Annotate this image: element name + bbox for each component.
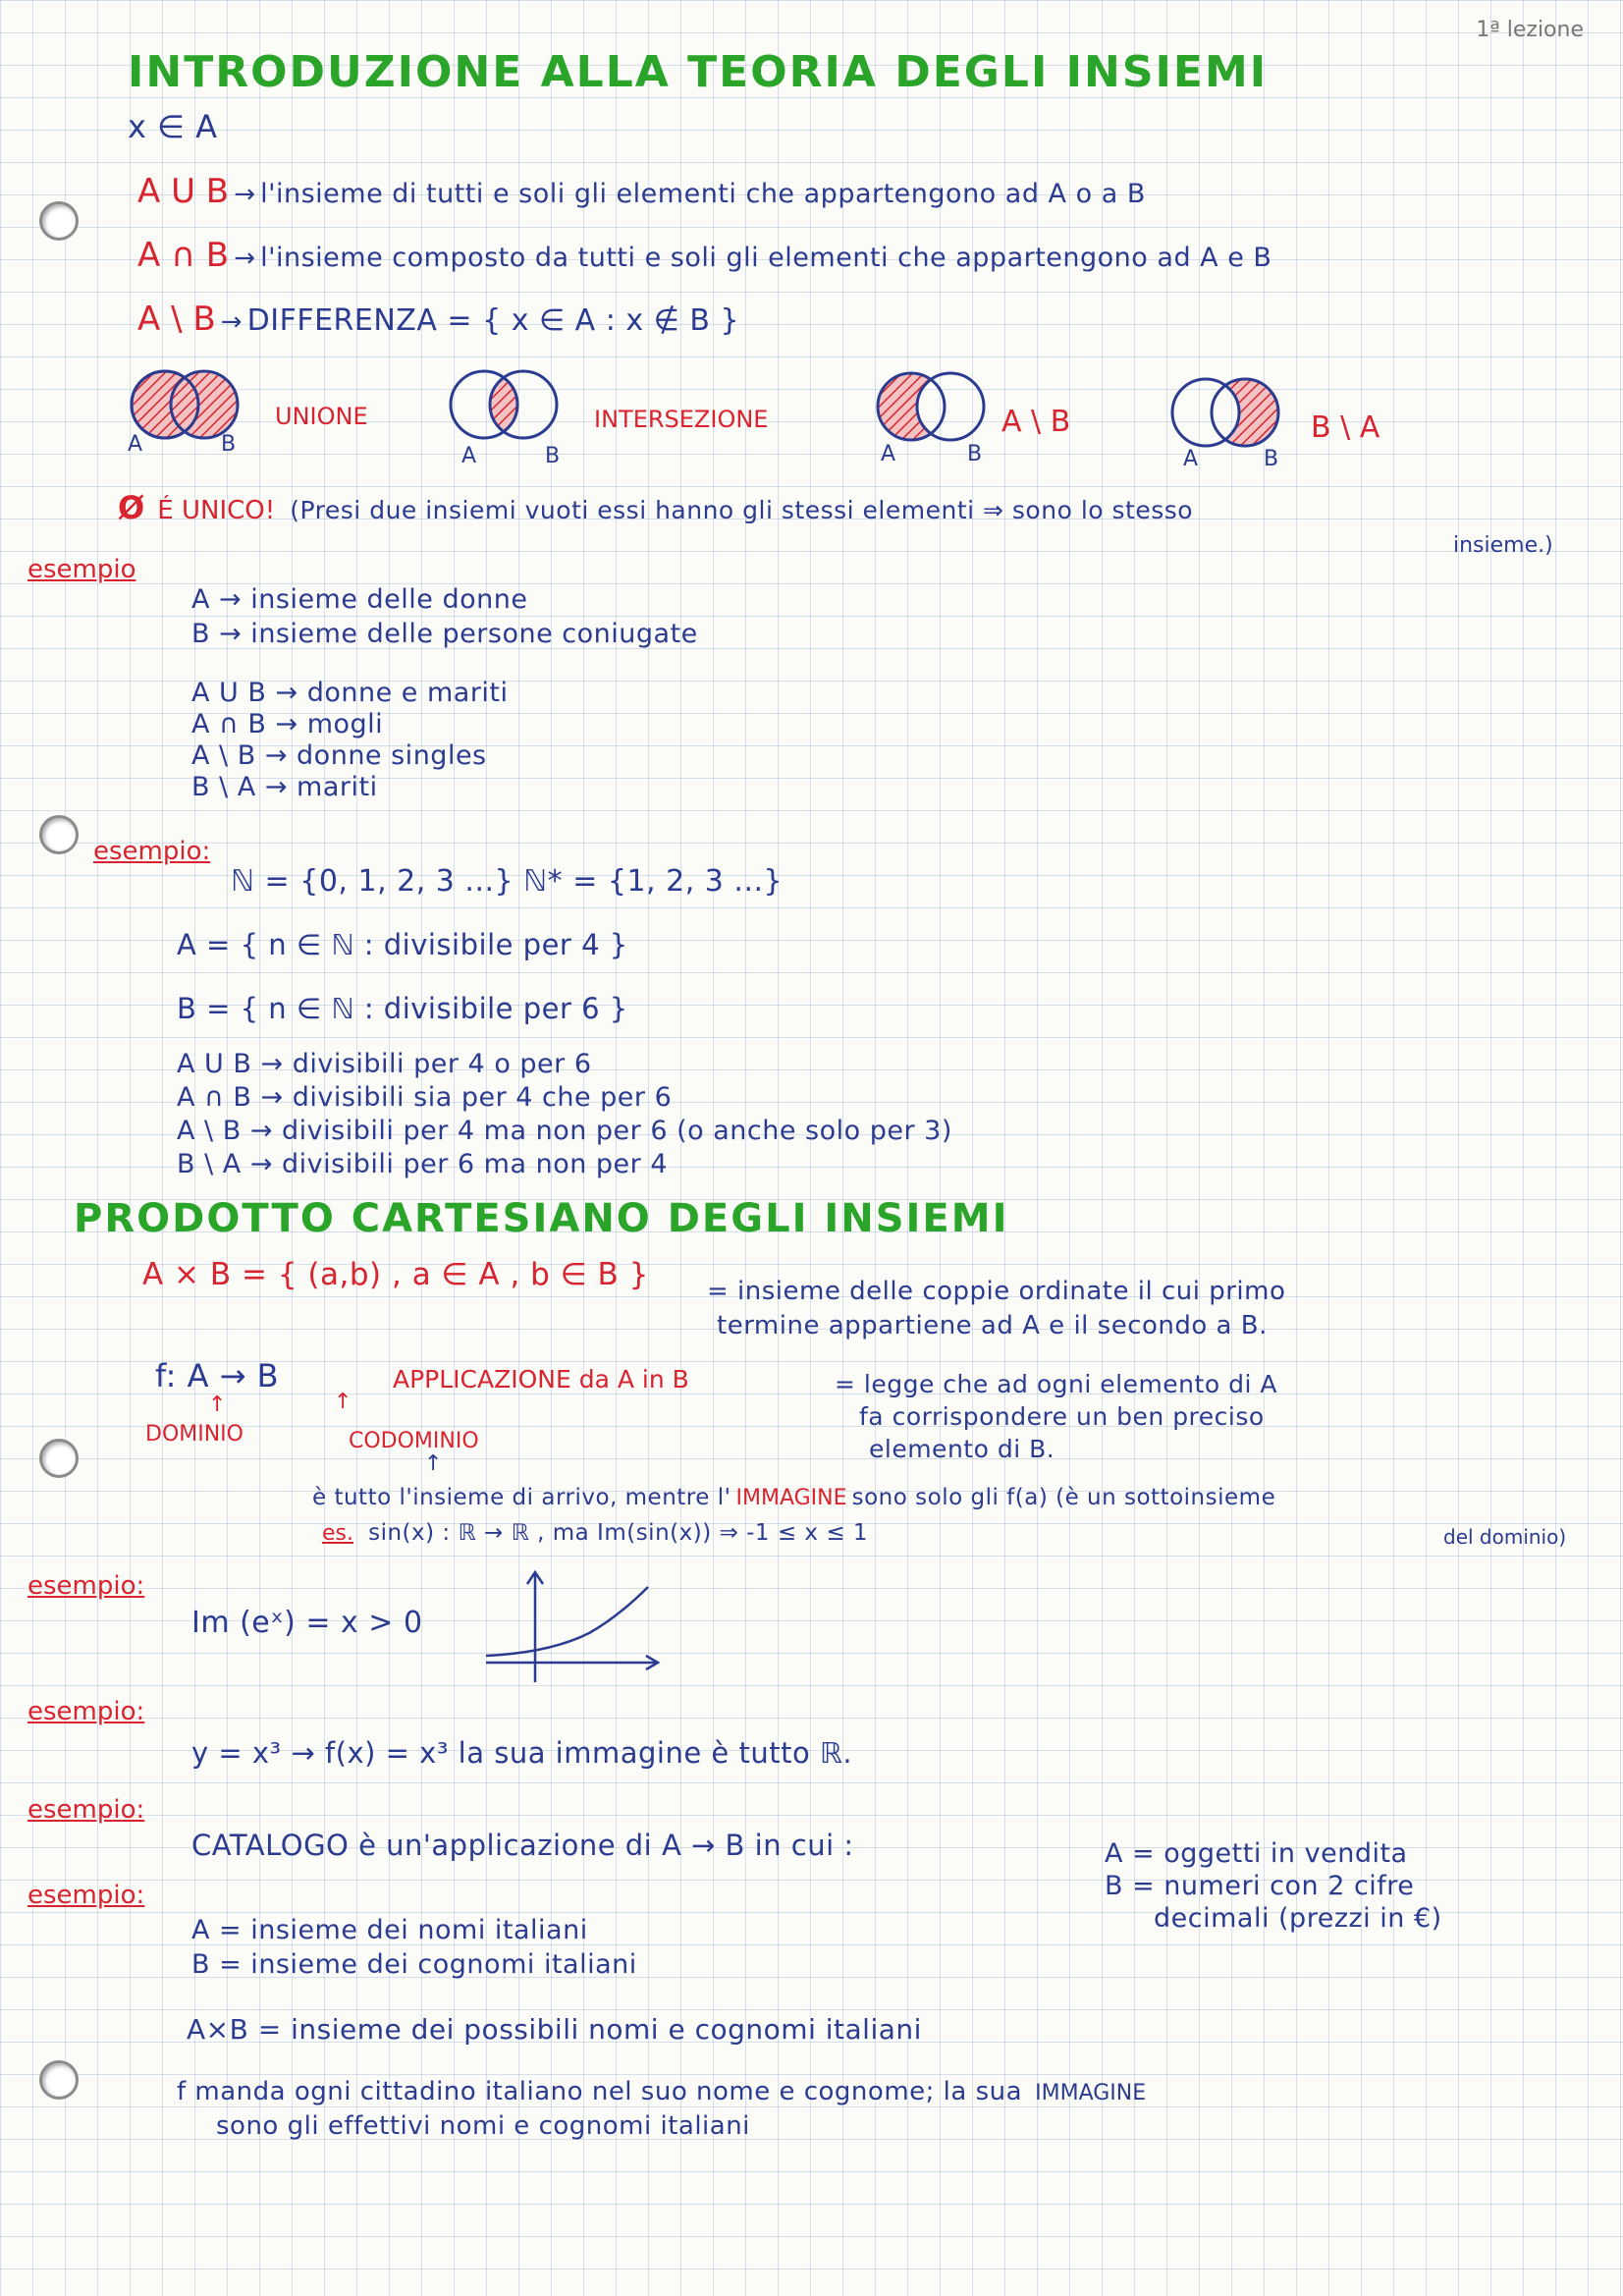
- application-desc: elemento di B.: [869, 1435, 1055, 1463]
- example-line: A \ B → divisibili per 4 ma non per 6 (o anche solo per 3): [177, 1116, 952, 1146]
- application-desc: fa corrispondere un ben preciso: [859, 1402, 1265, 1431]
- sin-example: [322, 1520, 868, 1546]
- venn-caption: UNIONE: [275, 403, 368, 430]
- arrow-up-note: ↑: [424, 1451, 443, 1476]
- venn-label-a: A: [881, 442, 896, 466]
- cartesian-desc: = insieme delle coppie ordinate il cui primo: [707, 1277, 1286, 1306]
- example-line: B \ A → mariti: [191, 772, 378, 802]
- example-line: A ∩ B → divisibili sia per 4 che per 6: [177, 1082, 673, 1113]
- def-arrow: →: [234, 180, 255, 209]
- venn-label-a: A: [461, 444, 477, 468]
- def-symbol: A \ B: [137, 300, 216, 339]
- def-intersection: [137, 236, 1271, 275]
- punch-hole: [39, 2060, 79, 2100]
- image-note-text: è tutto l'insieme di arrivo, mentre l': [312, 1485, 731, 1510]
- punch-hole: [39, 815, 79, 854]
- def-text: DIFFERENZA = { x ∈ A : x ∉ B }: [246, 303, 740, 338]
- function-signature: f: A → B: [155, 1357, 280, 1394]
- def-arrow: →: [220, 307, 243, 337]
- exp-image: Im (eˣ) = x > 0: [191, 1606, 423, 1640]
- venn-label-b: B: [1264, 447, 1279, 471]
- empty-set-text-cont: insieme.): [1453, 533, 1553, 558]
- example-label: esempio:: [27, 1795, 145, 1825]
- example-line: A \ B → donne singles: [191, 740, 487, 771]
- venn-caption: A \ B: [1001, 405, 1071, 439]
- set-a-def: A = { n ∈ ℕ : divisibile per 4 }: [177, 928, 628, 961]
- cartesian-desc: termine appartiene ad A e il secondo a B.: [717, 1311, 1268, 1340]
- image-note: [312, 1485, 1275, 1510]
- application-label: APPLICAZIONE da A in B: [393, 1365, 689, 1394]
- catalogo-a: A = oggetti in vendita: [1105, 1838, 1408, 1869]
- catalogo-text: CATALOGO è un'applicazione di A → B in cui :: [191, 1829, 854, 1862]
- example-line: A ∩ B → mogli: [191, 709, 384, 739]
- venn-label-a: A: [1183, 447, 1199, 471]
- empty-set-unique: É UNICO!: [157, 496, 276, 525]
- example-line: A = insieme dei nomi italiani: [191, 1915, 588, 1945]
- section-title: PRODOTTO CARTESIANO DEGLI INSIEMI: [74, 1196, 1009, 1241]
- example-line: A → insieme delle donne: [191, 584, 528, 615]
- punch-hole: [39, 201, 79, 241]
- set-b-def: B = { n ∈ ℕ : divisibile per 6 }: [177, 992, 628, 1025]
- image-note-text: sono solo gli f(a) (è un sottoinsieme: [851, 1485, 1276, 1510]
- cartesian-formula-text: A × B = { (a,b) , a ∈ A , b ∈ B }: [142, 1257, 649, 1292]
- venn-label-a: A: [128, 432, 143, 457]
- example-line: A×B = insieme dei possibili nomi e cognomi italiani: [187, 2013, 922, 2046]
- venn-label-b: B: [967, 442, 983, 466]
- punch-hole: [39, 1439, 79, 1478]
- exp-curve: [486, 1587, 648, 1656]
- example-label: esempio: [27, 555, 136, 584]
- exp-graph: [481, 1569, 668, 1687]
- example-line: B → insieme delle persone coniugate: [191, 619, 698, 649]
- example-f-text: f manda ogni cittadino italiano nel suo nome e cognome; la sua: [177, 2077, 1023, 2106]
- cube-example: y = x³ → f(x) = x³ la sua immagine è tutto ℝ.: [191, 1736, 853, 1770]
- def-text: l'insieme di tutti e soli gli elementi che appartengono ad A o a B: [260, 179, 1146, 209]
- def-symbol: A U B: [137, 172, 230, 211]
- def-symbol: A ∩ B: [137, 236, 230, 275]
- naturals-def: ℕ = {0, 1, 2, 3 ...} ℕ* = {1, 2, 3 ...}: [231, 864, 784, 899]
- page-title: INTRODUZIONE ALLA TEORIA DEGLI INSIEMI: [128, 47, 1269, 97]
- example-f-text: sono gli effettivi nomi e cognomi italiani: [216, 2111, 750, 2141]
- venn-caption: INTERSEZIONE: [594, 406, 769, 433]
- def-difference: [137, 300, 739, 339]
- image-note-text: del dominio): [1443, 1525, 1567, 1549]
- venn-label-b: B: [221, 432, 237, 457]
- corner-note: 1ª lezione: [1476, 18, 1584, 42]
- def-text: l'insieme composto da tutti e soli gli elementi che appartengono ad A e B: [260, 243, 1272, 273]
- codominio-label: CODOMINIO: [349, 1429, 479, 1453]
- example-label: esempio:: [27, 1697, 145, 1726]
- arrow-up-codominio: ↑: [334, 1390, 352, 1414]
- empty-set-note: [118, 489, 1193, 526]
- cartesian-formula: [142, 1257, 649, 1292]
- example-line: A U B → donne e mariti: [191, 678, 509, 708]
- empty-set-text: (Presi due insiemi vuoti essi hanno gli stessi elementi ⇒ sono lo stesso: [290, 496, 1194, 524]
- empty-set-symbol: Ø: [118, 489, 145, 526]
- example-line: B = insieme dei cognomi italiani: [191, 1949, 637, 1980]
- venn-set-b: [171, 371, 238, 438]
- es-label: es.: [322, 1521, 353, 1546]
- dominio-label: DOMINIO: [145, 1422, 243, 1447]
- arrow-up-dominio: ↑: [208, 1393, 227, 1417]
- def-arrow: →: [234, 244, 255, 273]
- def-union: [137, 172, 1146, 211]
- example-f-line: [177, 2077, 1146, 2106]
- catalogo-b: decimali (prezzi in €): [1154, 1903, 1442, 1934]
- venn-label-b: B: [545, 444, 561, 468]
- example-line: B \ A → divisibili per 6 ma non per 4: [177, 1149, 669, 1179]
- example-line: A U B → divisibili per 4 o per 6: [177, 1049, 592, 1079]
- image-word: IMMAGINE: [1035, 2081, 1147, 2105]
- image-word: IMMAGINE: [735, 1486, 847, 1510]
- example-label: esempio:: [93, 837, 211, 866]
- example-label: esempio:: [27, 1571, 145, 1601]
- application-desc: = legge che ad ogni elemento di A: [835, 1370, 1277, 1398]
- sin-example-text: sin(x) : ℝ → ℝ , ma Im(sin(x)) ⇒ -1 ≤ x ≤ 1: [368, 1520, 869, 1546]
- venn-caption: B \ A: [1311, 410, 1380, 445]
- example-label: esempio:: [27, 1881, 145, 1910]
- membership: x ∈ A: [128, 108, 218, 145]
- catalogo-b: B = numeri con 2 cifre: [1105, 1871, 1415, 1901]
